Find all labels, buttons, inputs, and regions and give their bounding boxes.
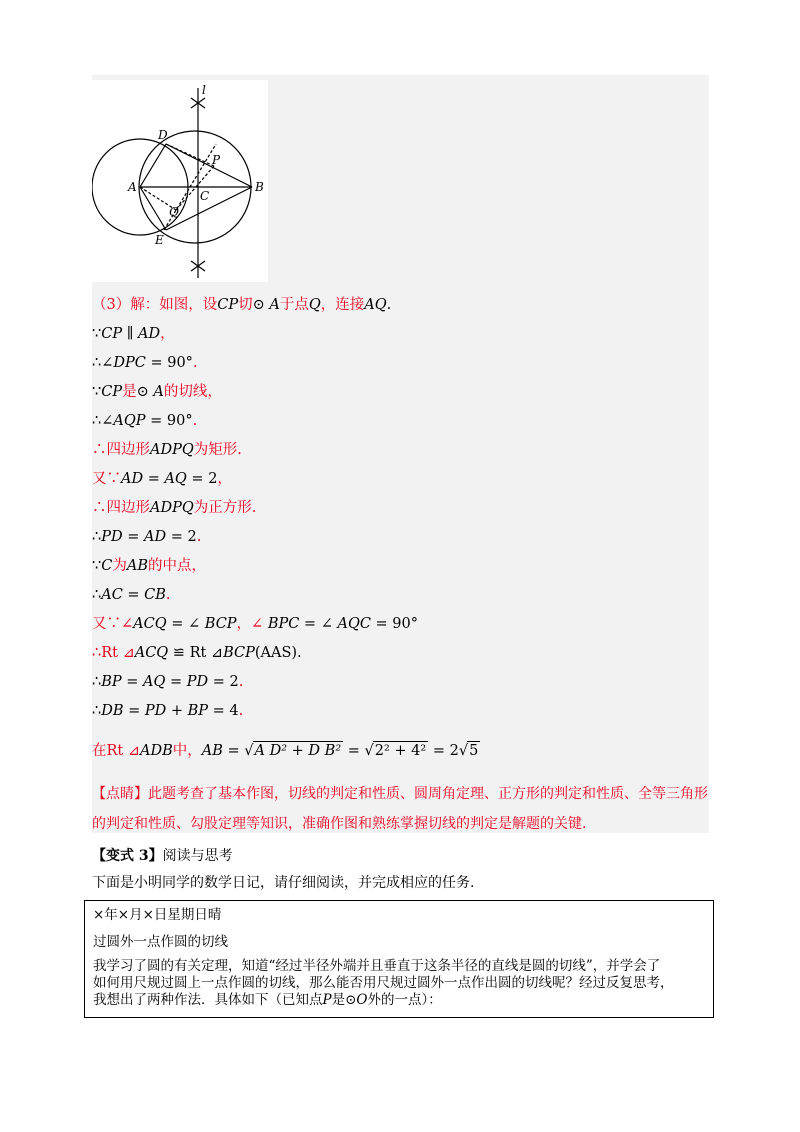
solution-line-10: ∵C为AB的中点， <box>92 558 206 574</box>
solution-line-13: ∴Rt ⊿ACQ ≌ Rt ⊿BCP(AAS). <box>92 645 302 661</box>
solution-line-5: ∴∠AQP = 90°. <box>92 413 198 429</box>
variant-heading: 【变式 3】阅读与思考 <box>92 848 233 864</box>
solution-line-7: 又∵AD = AQ = 2， <box>92 471 232 487</box>
label-d: D <box>158 128 168 142</box>
label-c: C <box>200 189 210 203</box>
diary-paragraph-line-1: 我学习了圆的有关定理，知道“经过半径外端并且垂直于这条半径的直线是圆的切线”，并学会了 <box>93 958 661 974</box>
diary-date: ×年×月×日星期日晴 <box>93 907 222 923</box>
label-b: B <box>255 180 264 194</box>
segment-qp <box>176 166 214 210</box>
solution-line-2: ∵CP ∥ AD， <box>92 326 175 342</box>
label-a: A <box>128 180 137 194</box>
solution-line-16: 在Rt ⊿ADB中，AB = √A D² + D B² = √2² + 4² = 2√5 <box>92 743 479 759</box>
label-q: Q <box>169 205 179 219</box>
solution-line-15: ∴DB = PD + BP = 4. <box>92 703 244 719</box>
solution-line-9: ∴PD = AD = 2. <box>92 529 202 545</box>
geometry-figure <box>92 80 268 282</box>
label-e: E <box>155 233 164 247</box>
solution-line-8: ∴四边形ADPQ为正方形. <box>92 500 257 516</box>
solution-line-14: ∴BP = AQ = PD = 2. <box>92 674 244 690</box>
diary-heading: 过圆外一点作圆的切线 <box>93 934 228 950</box>
solution-line-3: ∴∠DPC = 90°. <box>92 355 198 371</box>
solution-line-1: （3）解：如图，设CP切⊙ A于点Q，连接AQ. <box>92 297 392 313</box>
segment-db <box>166 144 252 187</box>
label-l: l <box>202 83 206 97</box>
comment-paragraph: 【点睛】此题考查了基本作图，切线的判定和性质、圆周角定理、正方形的判定和性质、全等三角形的判定和性质、勾股定理等知识，准确作图和熟练掌握切线的判定是解题的关键. <box>92 786 708 832</box>
segment-dp <box>166 144 214 166</box>
solution-line-4: ∵CP是⊙ A的切线， <box>92 384 222 400</box>
intro-text: 下面是小明同学的数学日记，请仔细阅读，并完成相应的任务. <box>92 875 475 891</box>
circle-construction-diagram <box>92 80 268 282</box>
diary-paragraph-line-3: 我想出了两种作法．具体如下（已知点P是⊙O外的一点）： <box>93 992 442 1008</box>
solution-line-12: 又∵∠ACQ = ∠ BCP，∠ BPC = ∠ AQC = 90° <box>92 616 419 632</box>
solution-line-6: ∴四边形ADPQ为矩形. <box>92 442 242 458</box>
diary-paragraph-line-2: 如何用尺规过圆上一点作圆的切线，那么能否用尺规过圆外一点作出圆的切线呢？经过反复思考， <box>93 975 674 991</box>
solution-line-11: ∴AC = CB. <box>92 587 171 603</box>
diary-box <box>84 900 714 1018</box>
label-p: P <box>212 153 221 167</box>
